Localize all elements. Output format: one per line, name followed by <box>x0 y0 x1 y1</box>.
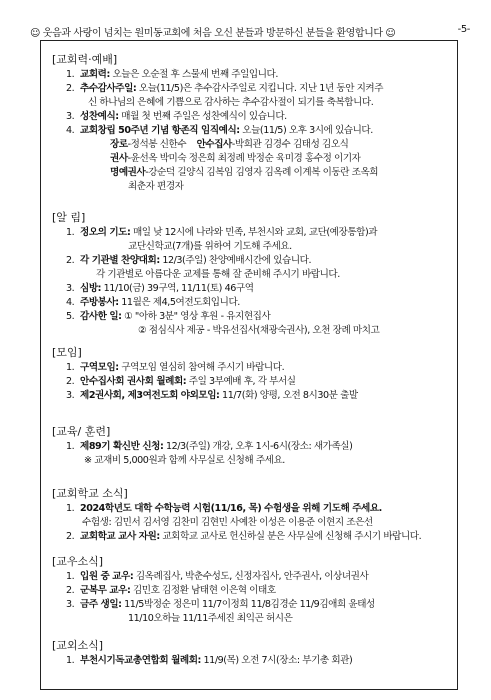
list-item: 2. 추수감사주일: 오늘(11/5)은 추수감사주일로 지킵니다. 지난 1년 동안 지켜주 <box>66 83 384 94</box>
list-item-continuation: 신 하나님의 은혜에 기쁨으로 감사하는 추수감사절이 되기를 축복합니다. <box>88 97 374 108</box>
list-item: 4. 교회창립 50주년 기념 항존직 임직예식: 오늘(11/5) 오후 3시에 있습니다. <box>66 125 373 136</box>
section-title: [교육/ 훈련] <box>52 425 111 438</box>
section-title: [교회력·예배] <box>52 53 118 66</box>
ordination-elders: 장로-정석봉 신한수 안수집사-박희관 김경수 김태성 김오식 <box>110 139 349 150</box>
section-title: [교외소식] <box>52 639 104 652</box>
section-title: [알 림] <box>52 211 86 224</box>
list-item: 1. 구역모임: 구역모임 열심히 참여해 주시기 바랍니다. <box>66 362 285 373</box>
list-item-continuation: ② 점심식사 제공 - 박유선집사(채광숙권사), 오천 장례 마치고 <box>138 325 380 336</box>
list-item-continuation: ※ 교재비 5,000원과 함께 사무실로 신청해 주세요. <box>84 455 285 466</box>
list-item: 3. 금주 생일: 11/5박정순 정은미 11/7이정희 11/8김경순 11/9김애희 윤태성 <box>66 599 375 610</box>
list-item: 1. 2024학년도 대학 수학능력 시험(11/16, 목) 수험생을 위해 기도해 주세요. <box>66 503 382 514</box>
section-announcements <box>52 210 452 338</box>
section-member-news <box>52 554 452 626</box>
section-education <box>52 424 452 468</box>
list-item: 2. 군복무 교우: 김민호 김정환 남태현 이은혁 이태호 <box>66 585 276 596</box>
page-number: -5- <box>457 24 470 35</box>
list-item-continuation: 수험생: 김민서 김서영 김찬미 김현민 사예찬 이성은 이용준 이현지 조은선 <box>82 517 373 528</box>
list-item: 1. 부천시기독교총연합회 월례회: 11/9(목) 오전 7시(장소: 부기총 회관) <box>66 655 353 666</box>
page-header <box>30 24 470 40</box>
list-item: 2. 안수집사회 권사회 월례회: 주일 3부예배 후, 각 부서실 <box>66 376 296 387</box>
list-item: 2. 각 기관별 찬양대회: 12/3(주일) 찬양예배시간에 있습니다. <box>66 255 312 266</box>
list-item-continuation: 교단신학교(7개)를 위하여 기도해 주세요. <box>128 241 292 252</box>
list-item: 3. 성찬예식: 매월 첫 번째 주일은 성찬예식이 있습니다. <box>66 111 287 122</box>
list-item: 1. 제89기 확신반 신청: 12/3(주일) 개강, 오후 1시-6시(장소: 새가족실) <box>66 441 353 452</box>
list-item: 4. 주방봉사: 11월은 제4,5여전도회입니다. <box>66 297 240 308</box>
section-title: [교회학교 소식] <box>52 487 128 500</box>
section-church-calendar <box>52 52 452 194</box>
list-item-continuation: 최춘자 편경자 <box>128 181 184 192</box>
section-external-news <box>52 638 452 668</box>
section-title: [교우소식] <box>52 555 104 568</box>
section-title: [모임] <box>52 346 82 359</box>
list-item: 3. 제2권사회, 제3여전도회 야외모임: 11/7(화) 양평, 오전 8시30분 출발 <box>66 390 358 401</box>
list-item: 1. 정오의 기도: 매일 낮 12시에 나라와 민족, 부천시와 교회, 교단(예장통합)과 <box>66 227 378 238</box>
header-welcome-text: ☺ 웃음과 사랑이 넘치는 원미동교회에 처음 오신 분들과 방문하신 분들을 환영합니다 ☺ <box>30 28 396 39</box>
ordination-deaconesses: 권사-윤선옥 박미숙 정은희 최정례 박정순 육미경 홍수정 이기자 <box>110 153 361 164</box>
list-item-continuation: 각 기관별로 아름다운 교제를 통해 잘 준비해 주시기 바랍니다. <box>96 269 340 280</box>
list-item-continuation: 11/10오하늘 11/11주세진 최익곤 허시은 <box>128 613 293 624</box>
list-item: 5. 감사한 일: ① "아하 3분" 영상 후원 - 유지현집사 <box>66 311 271 322</box>
ordination-honorary: 명예권사-강순덕 길양식 김복임 김영자 김옥례 이계복 이동란 조옥희 <box>110 167 379 178</box>
list-item: 1. 입원 중 교우: 김옥례집사, 박춘수성도, 신정자집사, 안주권사, 이상녀권사 <box>66 571 369 582</box>
list-item: 1. 교회력: 오늘은 오순절 후 스물세 번째 주일입니다. <box>66 69 278 80</box>
section-meetings <box>52 345 452 403</box>
list-item: 3. 심방: 11/10(금) 39구역, 11/11(토) 46구역 <box>66 283 254 294</box>
list-item: 2. 교회학교 교사 자원: 교회학교 교사로 헌신하실 분은 사무실에 신청해 주시기 바랍니다. <box>66 531 422 542</box>
section-church-school <box>52 486 452 544</box>
